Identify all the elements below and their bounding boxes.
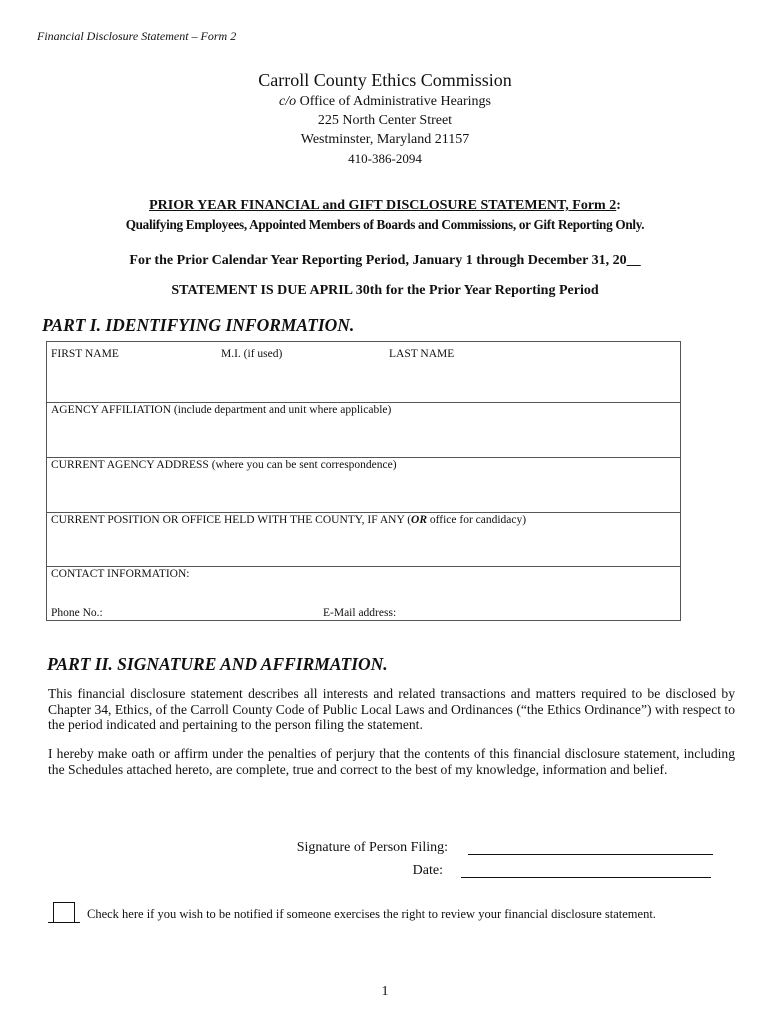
due-date-notice: STATEMENT IS DUE APRIL 30th for the Prior Year Reporting Period	[171, 283, 599, 298]
email-label[interactable]: E-Mail address:	[323, 607, 397, 619]
position-label-suffix: office for candidacy)	[427, 514, 527, 526]
name-row[interactable]	[47, 342, 680, 403]
care-of-line	[0, 94, 770, 110]
header-note: Financial Disclosure Statement – Form 2	[37, 29, 237, 43]
reporting-period: For the Prior Calendar Year Reporting Period, January 1 through December 31, 20__	[129, 253, 641, 268]
city-state-zip: Westminster, Maryland 21157	[300, 132, 470, 147]
agency-affiliation-row[interactable]	[47, 403, 680, 458]
form-title-main: PRIOR YEAR FINANCIAL and GIFT DISCLOSURE STATEMENT, Form 2	[149, 198, 617, 213]
position-label-or: OR	[411, 514, 428, 526]
date-line[interactable]	[461, 877, 711, 878]
date-label: Date:	[412, 863, 443, 878]
page-number: 1	[381, 984, 389, 999]
phone-label[interactable]: Phone No.:	[51, 607, 103, 619]
agency-address-row[interactable]	[47, 458, 680, 513]
agency-address-label: CURRENT AGENCY ADDRESS (where you can be sent correspondence)	[51, 459, 397, 471]
middle-initial-label: M.I. (if used)	[221, 348, 283, 360]
signature-line[interactable]	[468, 854, 713, 855]
care-of-office: Office of Administrative Hearings	[296, 94, 492, 109]
last-name-label: LAST NAME	[389, 348, 455, 360]
organization-name: Carroll County Ethics Commission	[258, 70, 512, 90]
position-row[interactable]	[47, 513, 680, 567]
disclosure-paragraph: This financial disclosure statement describes all interests and related transactions and matters required to be disclosed by Chapter 34, Ethics, of the Carroll County Code of Public Local Laws and Ordinances (“the Ethics Ordinance”) with respect to the period indicated and pertaining to the person filing the statement.	[48, 686, 735, 732]
signature-label: Signature of Person Filing:	[296, 840, 448, 855]
form-title	[0, 198, 770, 214]
agency-affiliation-label: AGENCY AFFILIATION (include department and unit where applicable)	[51, 404, 392, 416]
form-subtitle: Qualifying Employees, Appointed Members of Boards and Commissions, or Gift Reporting Only.	[125, 217, 645, 232]
identifying-info-table	[46, 341, 681, 621]
first-name-label: FIRST NAME	[51, 348, 119, 360]
organization-phone: 410-386-2094	[348, 151, 422, 166]
notify-checkbox-label: Check here if you wish to be notified if someone exercises the right to review your financial disclosure statement.	[87, 907, 656, 921]
position-label-text: CURRENT POSITION OR OFFICE HELD WITH THE COUNTY, IF ANY (	[51, 514, 412, 526]
part2-heading: PART II. SIGNATURE AND AFFIRMATION.	[47, 654, 388, 674]
care-of-prefix: c/o	[278, 94, 297, 109]
part1-heading: PART I. IDENTIFYING INFORMATION.	[42, 315, 355, 335]
street-address: 225 North Center Street	[317, 113, 453, 128]
affirmation-paragraph: I hereby make oath or affirm under the penalties of perjury that the contents of this financial disclosure statement, including the Schedules attached hereto, are complete, true and correct to the best of my knowledge, information and belief.	[48, 746, 735, 777]
position-label	[51, 514, 526, 526]
contact-info-label: CONTACT INFORMATION:	[51, 568, 190, 580]
notify-checkbox[interactable]	[53, 902, 75, 923]
form-title-colon: :	[616, 198, 621, 213]
contact-row	[47, 567, 680, 622]
